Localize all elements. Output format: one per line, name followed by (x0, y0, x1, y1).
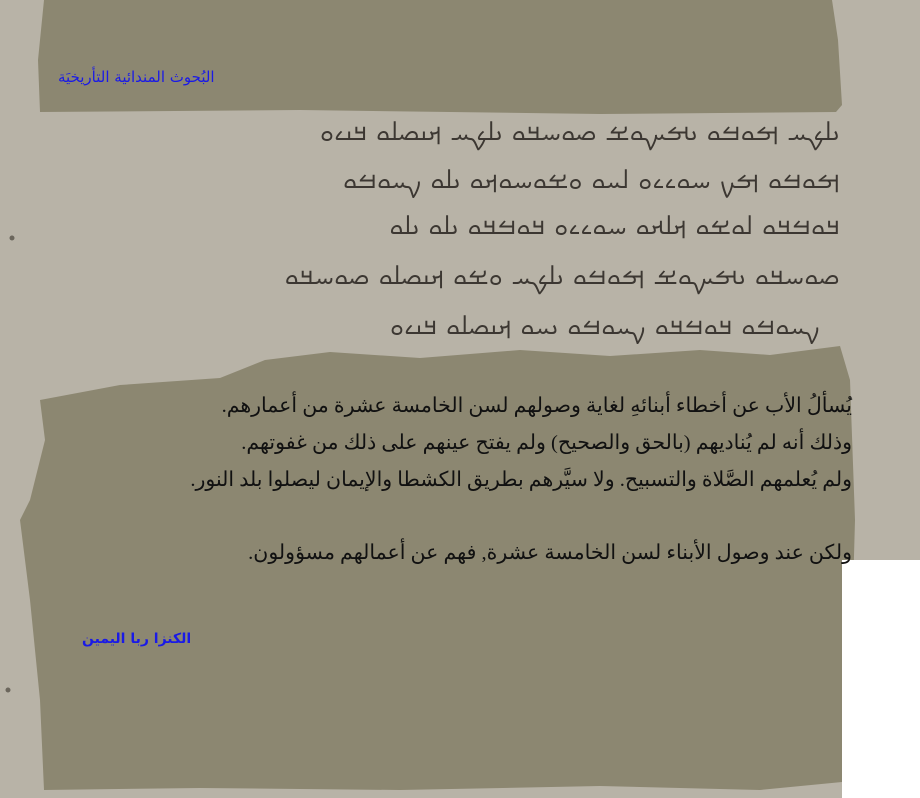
signature-label: الكنزا ربا اليمين (82, 631, 192, 647)
script-line: ࡅࡋࡊࡄ ࡌࡀࡓࡀ ࡅࡌࡑࡀࡁ ࡎࡀࡄࡃࡀ ࡅࡋࡊࡄ ࡕࡅࡎࡋࡀ ࡃࡅࡉࡀ (319, 116, 840, 147)
overlay-top-patch (38, 0, 842, 114)
overlay-right-strip (842, 560, 920, 798)
binding-hole (6, 688, 11, 693)
translation-line: ولم يُعلمهم الصَّلاة والتسبيح. ولا سيَّرهم بطريق الكشطا والإيمان ليصلوا بلد النور. (190, 469, 852, 491)
script-line: ࡍࡄࡀࡓࡀ ࡃࡀࡓࡃࡀ ࡍࡄࡀࡓࡀ ࡅࡄࡀ ࡕࡅࡎࡋࡀ ࡃࡅࡉࡀ (389, 310, 820, 341)
binding-hole (10, 236, 15, 241)
script-line: ࡎࡀࡄࡃࡀ ࡅࡌࡑࡀࡁ ࡌࡀࡓࡀ ࡅࡋࡊࡄ ࡀࡁࡀ ࡕࡅࡎࡋࡀ ࡎࡀࡄࡃࡀ (284, 260, 840, 291)
translation-line: وذلك أنه لم يُناديهم (بالحق والصحيح) ولم يفتح عينهم على ذلك من غفوتهم. (241, 432, 852, 454)
translation-line: ولكن عند وصول الأبناء لسن الخامسة عشرة, فهم عن أعمالهم مسؤولون. (248, 542, 852, 564)
script-line: ࡌࡀࡓࡀ ࡌࡍ ࡄࡀࡉࡉࡀ ࡋࡄࡀ ࡀࡁࡀࡄࡀࡕࡀ ࡅࡋࡀ ࡍࡄࡀࡓࡀ (342, 164, 840, 195)
header-title: البُحوث المندائية التأريخيَة (58, 68, 215, 86)
script-line: ࡃࡀࡓࡃࡀ ࡋࡀࡁࡀ ࡕࡋࡕࡀ ࡄࡀࡉࡉࡀ ࡃࡀࡓࡃࡀ ࡅࡋࡀ ࡅࡋࡀ (389, 210, 840, 241)
translation-line: يُسألُ الأب عن أخطاء أبنائهِ لغاية وصولهم لسن الخامسة عشرة من أعمارهم. (221, 395, 852, 417)
arabic-translation (20, 396, 852, 580)
mandaic-script-block (40, 112, 840, 362)
